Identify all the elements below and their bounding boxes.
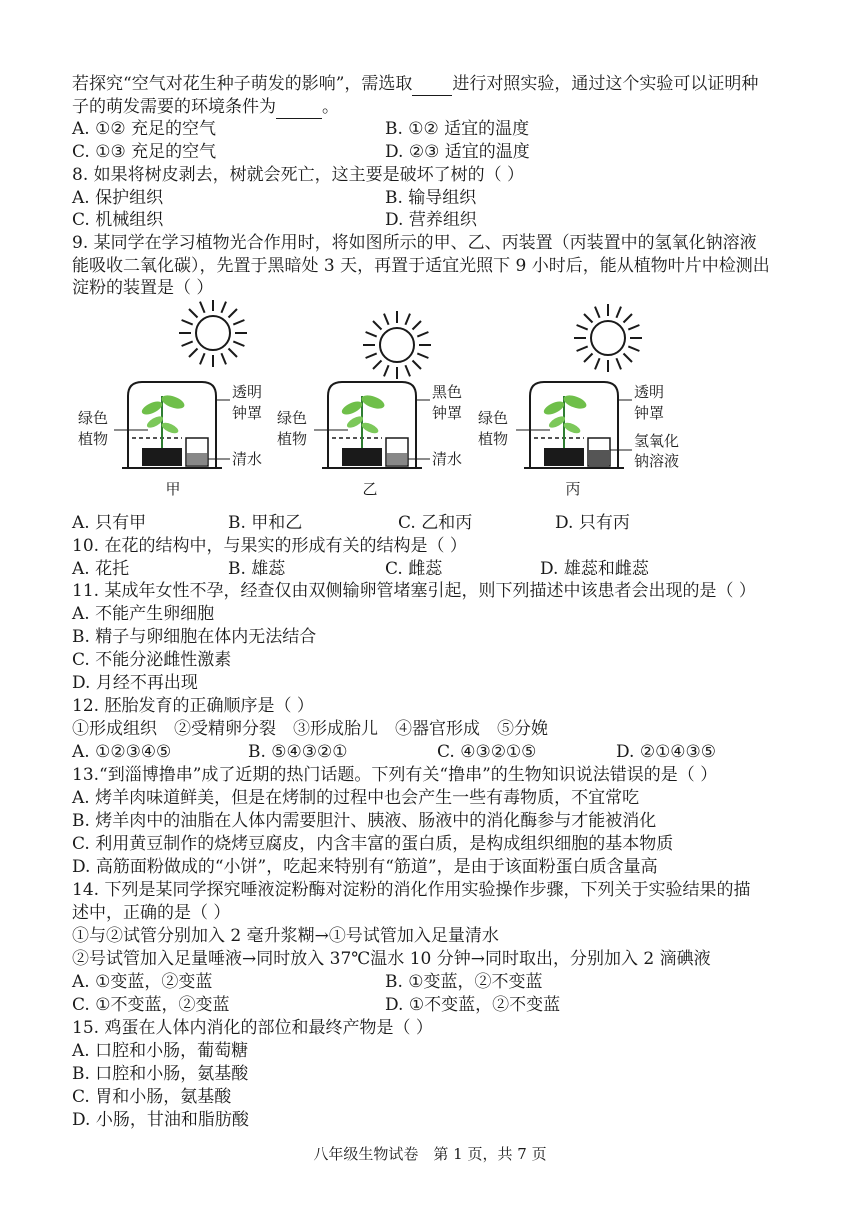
q14-option-c: C. ①不变蓝，②变蓝 — [72, 995, 230, 1015]
q7-option-d: D. ②③ 适宜的温度 — [385, 142, 530, 162]
apparatus-jia — [78, 300, 262, 498]
q9-option-b: B. 甲和乙 — [228, 513, 303, 533]
q14-line-1: 14. 下列是某同学探究唾液淀粉酶对淀粉的消化作用实验操作步骤，下列关于实验结果的描 — [72, 880, 751, 900]
answer-blank — [412, 73, 452, 96]
q11-stem: 11. 某成年女性不孕，经查仅由双侧输卵管堵塞引起，则下列描述中该患者会出现的是（ ） — [72, 581, 756, 601]
q9-option-a: A. 只有甲 — [72, 513, 147, 533]
soil-pot — [342, 448, 382, 466]
q10-option-d: D. 雄蕊和雌蕊 — [540, 559, 649, 579]
q11-option-c: C. 不能分泌雌性激素 — [72, 650, 232, 670]
left-label-1: 绿色 — [277, 409, 308, 427]
page-footer: 八年级生物试卷 第 1 页，共 7 页 — [313, 1145, 547, 1163]
q9-line-3: 淀粉的装置是（ ） — [72, 278, 214, 298]
left-label-1: 绿色 — [478, 409, 509, 427]
cover-label-1: 透明 — [634, 383, 665, 401]
q12-option-d: D. ②①④③⑤ — [616, 742, 717, 762]
q13-option-d: D. 高筋面粉做成的“小饼”，吃起来特别有“筋道”，是由于该面粉蛋白质含量高 — [72, 857, 658, 877]
q11-option-d: D. 月经不再出现 — [72, 673, 198, 693]
cover-label-2: 钟罩 — [432, 404, 463, 422]
sun-icon — [363, 311, 431, 379]
q8-option-b: B. 输导组织 — [385, 188, 477, 208]
q9-option-c: C. 乙和丙 — [398, 513, 473, 533]
q10-option-c: C. 雌蕊 — [385, 559, 443, 579]
answer-blank — [276, 96, 322, 119]
q15-stem: 15. 鸡蛋在人体内消化的部位和最终产物是（ ） — [72, 1018, 433, 1038]
q10-option-b: B. 雄蕊 — [228, 559, 286, 579]
q11-option-b: B. 精子与卵细胞在体内无法结合 — [72, 627, 317, 647]
apparatus-yi — [277, 311, 462, 498]
q10-stem: 10. 在花的结构中，与果实的形成有关的结构是（ ） — [72, 536, 467, 556]
left-label-2: 植物 — [78, 430, 109, 448]
left-label-2: 植物 — [277, 430, 308, 448]
q12-option-c: C. ④③②①⑤ — [437, 742, 537, 762]
caption-yi: 乙 — [362, 480, 378, 498]
q7-line-2b: 。 — [322, 97, 339, 117]
q8-option-c: C. 机械组织 — [72, 210, 164, 230]
left-label-2: 植物 — [478, 430, 509, 448]
q8-option-d: D. 营养组织 — [385, 210, 477, 230]
plant-icon — [140, 393, 186, 448]
q13-option-c: C. 利用黄豆制作的烧烤豆腐皮，内含丰富的蛋白质，是构成组织细胞的基本物质 — [72, 834, 674, 854]
liquid-label-2: 钠溶液 — [634, 452, 680, 470]
cover-label-1: 黑色 — [432, 383, 463, 401]
q12-items: ①形成组织 ②受精卵分裂 ③形成胎儿 ④器官形成 ⑤分娩 — [72, 719, 548, 739]
q8-stem: 8. 如果将树皮剥去，树就会死亡，这主要是破坏了树的（ ） — [72, 165, 525, 185]
q12-option-b: B. ⑤④③②① — [248, 742, 348, 762]
sun-icon — [179, 300, 247, 367]
q14-option-b: B. ①变蓝，②不变蓝 — [385, 972, 543, 992]
q9-line-1: 9. 某同学在学习植物光合作用时，将如图所示的甲、乙、丙装置（丙装置中的氢氧化钠溶液 — [72, 233, 757, 253]
q14-step-1: ①与②试管分别加入 2 毫升浆糊→①号试管加入足量清水 — [72, 926, 499, 946]
apparatus-bing — [478, 304, 679, 498]
plant-icon — [542, 393, 588, 448]
q7-option-b: B. ①② 适宜的温度 — [385, 119, 530, 139]
q10-option-a: A. 花托 — [72, 559, 130, 579]
q15-option-a: A. 口腔和小肠，葡萄糖 — [72, 1041, 249, 1061]
cover-label-2: 钟罩 — [232, 404, 263, 422]
cover-label-2: 钟罩 — [634, 404, 665, 422]
q15-option-d: D. 小肠，甘油和脂肪酸 — [72, 1110, 249, 1130]
q12-option-a: A. ①②③④⑤ — [72, 742, 172, 762]
soil-pot — [544, 448, 584, 466]
q7-line-1a: 若探究“空气对花生种子萌发的影响”，需选取 — [72, 74, 413, 94]
sun-icon — [574, 304, 642, 372]
q7-line-2 — [72, 96, 339, 119]
liquid-label: 清水 — [232, 450, 263, 468]
soil-pot — [142, 448, 182, 466]
q8-option-a: A. 保护组织 — [72, 188, 164, 208]
q7-line-1 — [72, 73, 758, 96]
q14-line-2: 述中，正确的是（ ） — [72, 903, 231, 923]
q7-option-a: A. ①② 充足的空气 — [72, 119, 216, 139]
q7-line-2a: 子的萌发需要的环境条件为 — [72, 97, 276, 117]
q13-stem: 13.“到淄博撸串”成了近期的热门话题。下列有关“撸串”的生物知识说法错误的是（ ） — [72, 765, 718, 785]
caption-jia: 甲 — [165, 480, 181, 498]
q9-figure — [70, 300, 790, 505]
caption-bing: 丙 — [565, 480, 581, 498]
cover-label-1: 透明 — [232, 383, 263, 401]
q13-option-a: A. 烤羊肉味道鲜美，但是在烤制的过程中也会产生一些有毒物质，不宜常吃 — [72, 788, 640, 808]
q14-option-d: D. ①不变蓝，②不变蓝 — [385, 995, 561, 1015]
liquid-label: 清水 — [432, 450, 463, 468]
plant-icon — [340, 393, 386, 448]
q9-option-d: D. 只有丙 — [555, 513, 630, 533]
q9-line-2: 能吸收二氧化碳），先置于黑暗处 3 天，再置于适宜光照下 9 小时后，能从植物叶片中检测出 — [72, 256, 770, 276]
q14-option-a: A. ①变蓝，②变蓝 — [72, 972, 213, 992]
liquid-label-1: 氢氧化 — [634, 432, 680, 450]
q13-option-b: B. 烤羊肉中的油脂在人体内需要胆汁、胰液、肠液中的消化酶参与才能被消化 — [72, 811, 657, 831]
q12-stem: 12. 胚胎发育的正确顺序是（ ） — [72, 696, 314, 716]
q14-step-2: ②号试管加入足量唾液→同时放入 37℃温水 10 分钟→同时取出，分别加入 2 滴碘液 — [72, 949, 711, 969]
q15-option-b: B. 口腔和小肠，氨基酸 — [72, 1064, 249, 1084]
q11-option-a: A. 不能产生卵细胞 — [72, 604, 215, 624]
q7-option-c: C. ①③ 充足的空气 — [72, 142, 217, 162]
left-label-1: 绿色 — [78, 409, 109, 427]
q7-line-1b: 进行对照实验，通过这个实验可以证明种 — [452, 74, 759, 94]
q15-option-c: C. 胃和小肠，氨基酸 — [72, 1087, 232, 1107]
